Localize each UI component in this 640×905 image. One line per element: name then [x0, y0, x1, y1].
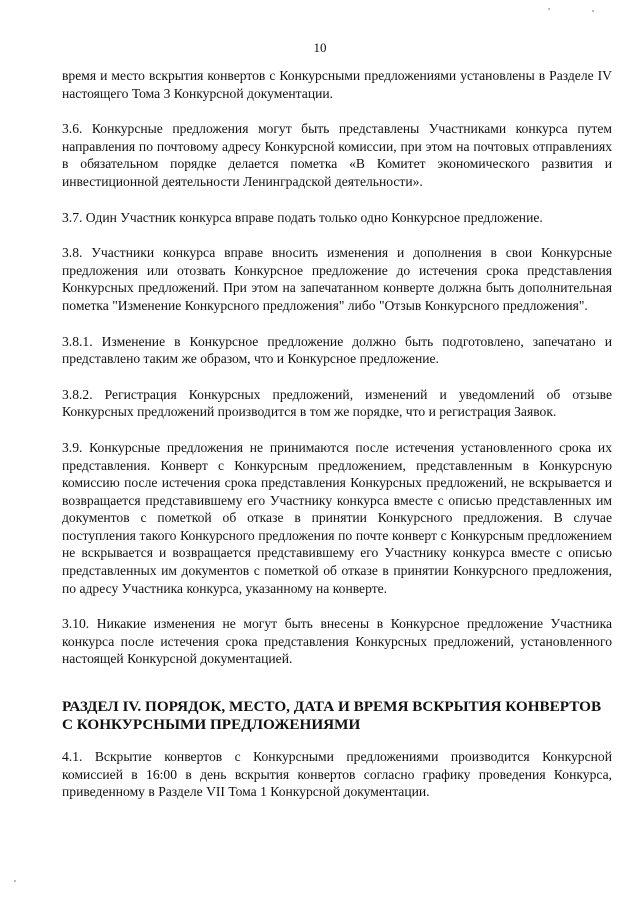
page-number: 10 — [313, 40, 327, 55]
paragraph-3-7: 3.7. Один Участник конкурса вправе подать только одно Конкурсное предложение. — [62, 209, 543, 225]
paragraph-4-1: 4.1. Вскрытие конвертов с Конкурсными предложениями производится Конкурсной комиссией в 16:00 в день вскрытия конвертов согласно графику проведения Конкурса, приведенному в Разделе VII Тома 1 Конкурсной документации. — [62, 749, 612, 800]
paragraph-3-8-2: 3.8.2. Регистрация Конкурсных предложений, изменений и уведомлений об отзыве Конкурсных предложений производится в том же порядке, что и регистрация Заявок. — [62, 386, 612, 420]
scan-artifact — [14, 880, 16, 882]
paragraph-3-6: 3.6. Конкурсные предложения могут быть представлены Участниками конкурса путем направления по почтовому адресу Конкурсной комиссии, при этом на почтовых отправлениях в обязательном порядке делается пометка «В Комитет экономического развития и инвестиционной деятельности Ленинградской деятельности». — [62, 121, 612, 189]
paragraph-3-8: 3.8. Участники конкурса вправе вносить изменения и дополнения в свои Конкурсные предложения или отозвать Конкурсное предложение до истечения срока представления Конкурсных предложений. При этом на запечатанном конверте должна быть дополнительная пометка "Изменение Конкурсного предложения" либо "Отзыв Конкурсного предложения". — [62, 245, 612, 313]
section-4-title: РАЗДЕЛ IV. ПОРЯДОК, МЕСТО, ДАТА И ВРЕМЯ ВСКРЫТИЯ КОНВЕРТОВ С КОНКУРСНЫМИ ПРЕДЛОЖЕНИЯМИ — [62, 698, 602, 734]
paragraph-3-10: 3.10. Никакие изменения не могут быть внесены в Конкурсное предложение Участника конкурса после истечения срока представления Конкурсных предложений, установленного настоящей Конкурсной документацией. — [62, 616, 612, 667]
paragraph-3-8-1: 3.8.1. Изменение в Конкурсное предложение должно быть подготовлено, запечатано и представлено таким же образом, что и Конкурсное предложение. — [62, 333, 612, 367]
scan-artifact — [592, 10, 594, 12]
document-body — [62, 67, 612, 819]
paragraph-3-9: 3.9. Конкурсные предложения не принимаются после истечения установленного срока их представления. Конверт с Конкурсным предложением, представленным в Конкурсную комиссию после истечения срока представления Конкурсных предложений, не вскрывается и возвращается представившему его Участнику конкурса вместе с описью представленных им документов с пометкой об отказе в принятии Конкурсного предложения. В случае поступления такого Конкурсного предложения по почте конверт с Конкурсным предложением не вскрывается и возвращается представившему его Участнику конкурса вместе с описью представленных им документов с пометкой об отказе в принятии Конкурсного предложения, по адресу Участника конкурса, указанному на конверте. — [62, 439, 612, 596]
scan-artifact — [548, 8, 550, 10]
paragraph-continuation: время и место вскрытия конвертов с Конкурсными предложениями установлены в Разделе IV настоящего Тома 3 Конкурсной документации. — [62, 68, 612, 101]
